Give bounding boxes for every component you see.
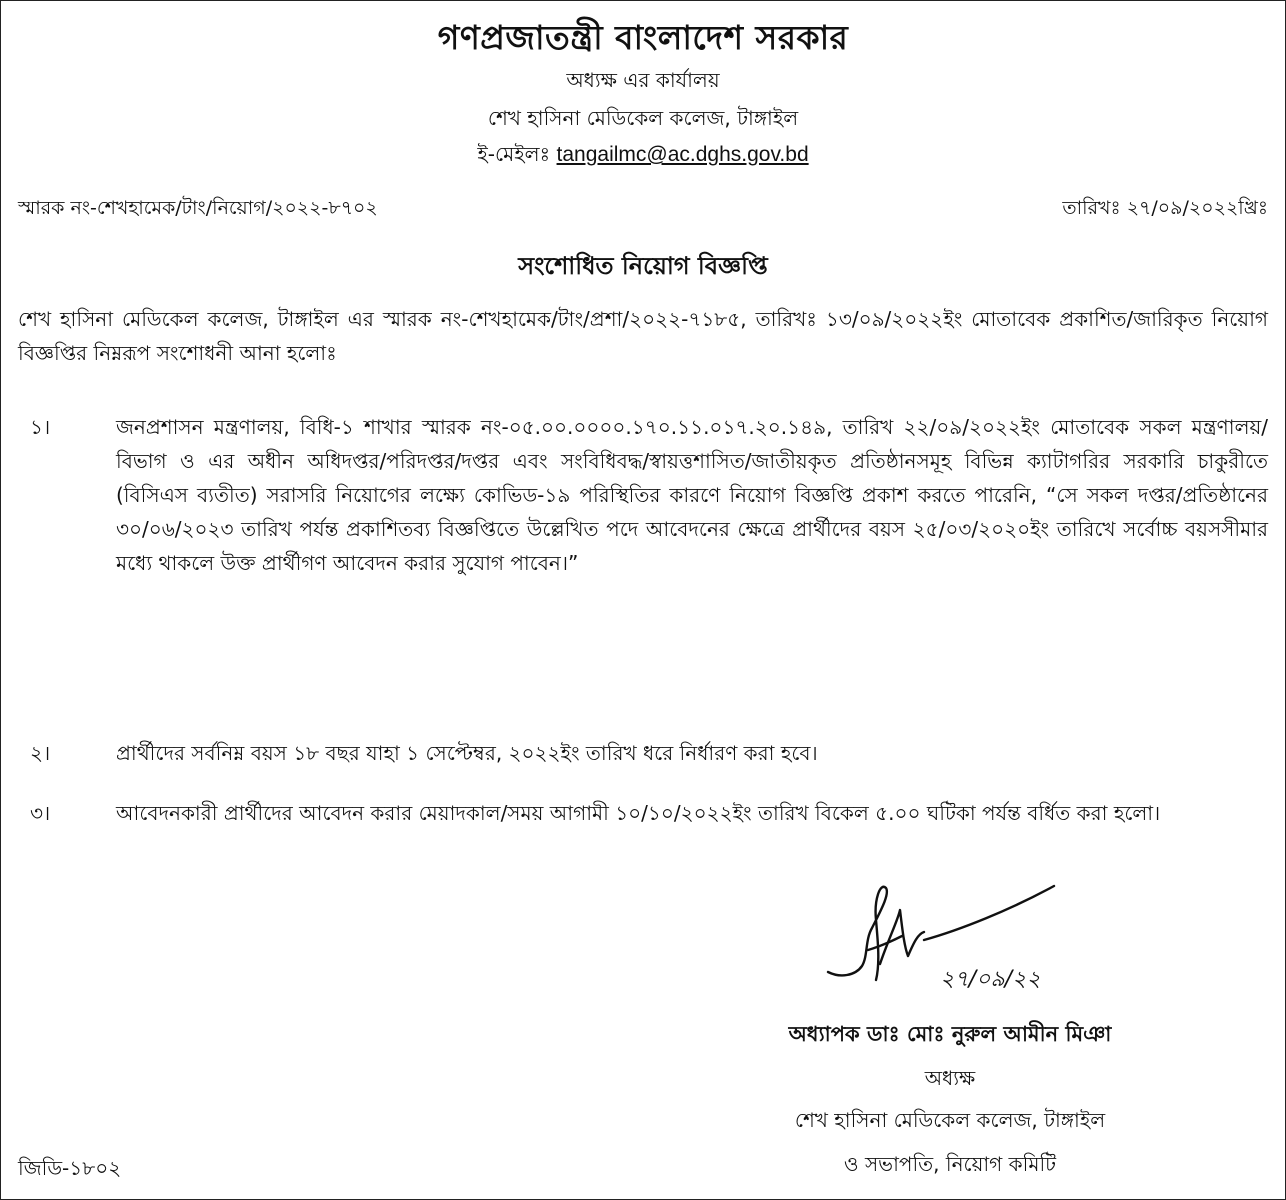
email-line (0, 140, 1286, 173)
memo-number: স্মারক নং-শেখহামেক/টাং/নিয়োগ/২০২২-৮৭০২ (18, 197, 378, 219)
item-text: জনপ্রশাসন মন্ত্রণালয়, বিধি-১ শাখার স্মারক নং-০৫.০০.০০০০.১৭০.১১.০১৭.২০.১৪৯, তারিখ ২২/০৯/২০২২ইং মোতাবেক সকল মন্ত্রণালয়/বিভাগ ও এর অধীন অধিদপ্তর/পরিদপ্তর/দপ্তর এবং সংবিধিবদ্ধ/স্বায়ত্তশাসিত/জাতীয়কৃত প্রতিষ্ঠানসমূহ বিভিন্ন ক্যাটাগরির সরকারি চাকুরীতে (বিসিএস ব্যতীত) সরাসরি নিয়োগের লক্ষ্যে কোভিড-১৯ পরিস্থিতির কারণে নিয়োগ বিজ্ঞপ্তি প্রকাশ করতে পারেনি, “সে সকল দপ্তর/প্রতিষ্ঠানের ৩০/০৬/২০২৩ তারিখ পর্যন্ত প্রকাশিতব্য বিজ্ঞপ্তিতে উল্লেখিত পদে আবেদনের ক্ষেত্রে প্রার্থীদের বয়স ২৫/০৩/২০২০ইং তারিখে সর্বোচ্চ বয়সসীমার মধ্যে থাকলে উক্ত প্রার্থীগণ আবেদন করার সুযোগ পাবেন।” (116, 415, 1268, 575)
email-label: ই-মেইলঃ (477, 142, 551, 166)
issue-date: তারিখঃ ২৭/০৯/২০২২খ্রিঃ (1062, 197, 1268, 219)
handwritten-signature (810, 880, 1090, 1010)
item-text: প্রার্থীদের সর্বনিম্ন বয়স ১৮ বছর যাহা ১ সেপ্টেম্বর, ২০২২ইং তারিখ ধরে নির্ধারণ করা হবে। (116, 741, 818, 765)
college-name: শেখ হাসিনা মেডিকেল কলেজ, টাঙ্গাইল (487, 106, 799, 130)
list-item (30, 796, 1268, 830)
signatory-committee: ও সভাপতি, নিয়োগ কমিটি (843, 1152, 1057, 1176)
item-number: ২। (30, 741, 51, 765)
signatory-college: শেখ হাসিনা মেডিকেল কলেজ, টাঙ্গাইল (794, 1108, 1106, 1132)
signatory-name: অধ্যাপক ডাঃ মোঃ নুরুল আমীন মিঞা (788, 1022, 1112, 1046)
notice-title: সংশোধিত নিয়োগ বিজ্ঞপ্তি (518, 252, 768, 280)
email-link[interactable]: tangailmc@ac.dghs.gov.bd (556, 143, 809, 166)
government-title: গণপ্রজাতন্ত্রী বাংলাদেশ সরকার (437, 18, 849, 57)
item-number: ৩। (30, 801, 51, 825)
item-number: ১। (30, 415, 51, 439)
signatory-designation: অধ্যক্ষ (924, 1066, 976, 1090)
list-item (30, 410, 1268, 580)
office-name: অধ্যক্ষ এর কার্যালয় (566, 68, 720, 92)
list-item (30, 736, 1268, 770)
gd-number: জিডি-১৮০২ (18, 1156, 122, 1180)
intro-paragraph: শেখ হাসিনা মেডিকেল কলেজ, টাঙ্গাইল এর স্মারক নং-শেখহামেক/টাং/প্রশা/২০২২-৭১৮৫, তারিখঃ ১৩/০৯/২০২২ইং মোতাবেক প্রকাশিত/জারিকৃত নিয়োগ বিজ্ঞপ্তির নিম্নরূপ সংশোধনী আনা হলোঃ (18, 307, 1268, 365)
signature-date: ২৭/০৯/২২ (940, 967, 1041, 992)
item-text: আবেদনকারী প্রার্থীদের আবেদন করার মেয়াদকাল/সময় আগামী ১০/১০/২০২২ইং তারিখ বিকেল ৫.০০ ঘটিকা পর্যন্ত বর্ধিত করা হলো। (116, 801, 1161, 825)
